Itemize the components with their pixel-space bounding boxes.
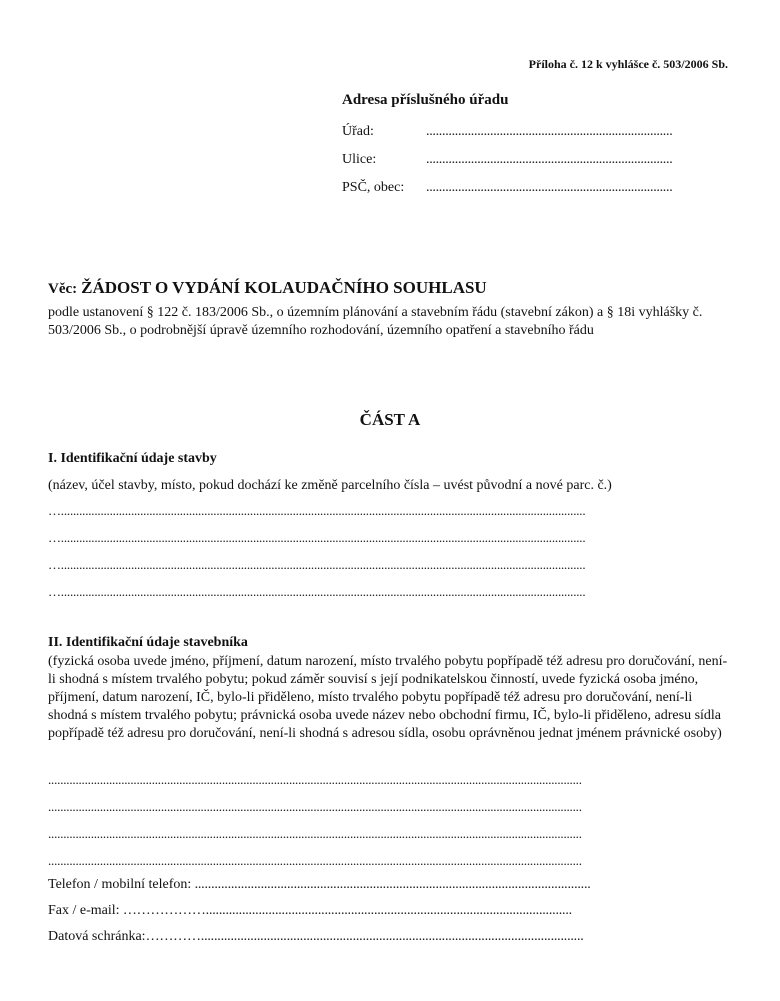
- fax-email-blank[interactable]: ………………...............................................................................................................: [119, 903, 572, 918]
- phone-blank[interactable]: ........................................................................................................................: [191, 877, 591, 892]
- office-field-row: [342, 124, 702, 144]
- office-field-label: Úřad:: [342, 124, 374, 139]
- section-1-blank-line[interactable]: …............................................................................................................................................................................: [48, 557, 586, 572]
- section-1-note: (název, účel stavby, místo, pokud dochází ke změně parcelního čísla – uvést původní a nové parc. č.): [48, 478, 612, 493]
- fax-email-label: Fax / e-mail:: [48, 903, 120, 918]
- phone-label: Telefon / mobilní telefon:: [48, 877, 192, 892]
- databox-label: Datová schránka:: [48, 929, 146, 944]
- section-2-note: (fyzická osoba uvede jméno, příjmení, datum narození, místo trvalého pobytu popřípadě též adresu pro doručování, není-li shodná s místem trvalého pobytu; pokud záměr souvisí s její podnikatelskou činností, uvede fyzická osoba jméno, příjmení, datum narození, IČ, bylo-li přiděleno, místo trvalého pobytu popřípadě též adresu pro doručování, není-li shodná s místem trvalého pobytu; právnická osoba uvede název nebo obchodní firmu, IČ, bylo-li přiděleno, adresu sídla popřípadě též adresu pro doručování, není-li shodná s adresou sídla, osobu oprávněnou jednat jménem právnické osoby): [48, 654, 728, 741]
- part-title: ČÁST A: [359, 410, 421, 429]
- section-2-blank-line[interactable]: ...............................................................................................................................................................................: [48, 799, 582, 814]
- section-2-blank-line[interactable]: ...............................................................................................................................................................................: [48, 853, 582, 868]
- legal-basis-text: podle ustanovení § 122 č. 183/2006 Sb., o územním plánování a stavebním řádu (stavební zákon) a § 18i vyhlášky č. 503/2006 Sb., o podrobnější úpravě územního rozhodování, územního opatření a stavebního řádu: [48, 305, 703, 338]
- subject-line: [48, 278, 487, 298]
- street-field-label: Ulice:: [342, 152, 377, 167]
- section-2-blank-line[interactable]: ...............................................................................................................................................................................: [48, 826, 582, 841]
- section-1-blank-line[interactable]: …............................................................................................................................................................................: [48, 584, 586, 599]
- postcode-city-field-blank[interactable]: .............................................................................: [426, 180, 673, 195]
- fax-email-row: [48, 903, 728, 923]
- street-field-blank[interactable]: .............................................................................: [426, 152, 673, 167]
- databox-blank[interactable]: …………....................................................................................................................: [145, 929, 584, 944]
- postcode-city-field-row: [342, 180, 702, 200]
- office-field-blank[interactable]: .............................................................................: [426, 124, 673, 139]
- annex-note: Příloha č. 12 k vyhlášce č. 503/2006 Sb.: [528, 57, 728, 71]
- section-2-heading: II. Identifikační údaje stavebníka: [48, 635, 248, 650]
- subject-title: ŽÁDOST O VYDÁNÍ KOLAUDAČNÍHO SOUHLASU: [81, 278, 487, 297]
- section-2-blank-line[interactable]: ...............................................................................................................................................................................: [48, 772, 582, 787]
- subject-prefix: Věc:: [48, 281, 78, 297]
- street-field-row: [342, 152, 702, 172]
- databox-row: [48, 929, 728, 949]
- postcode-city-field-label: PSČ, obec:: [342, 180, 405, 195]
- phone-row: [48, 877, 728, 897]
- section-1-blank-line[interactable]: …............................................................................................................................................................................: [48, 530, 586, 545]
- section-1-heading: I. Identifikační údaje stavby: [48, 451, 217, 466]
- section-1-blank-line[interactable]: …............................................................................................................................................................................: [48, 503, 586, 518]
- office-address-heading: Adresa příslušného úřadu: [342, 92, 509, 108]
